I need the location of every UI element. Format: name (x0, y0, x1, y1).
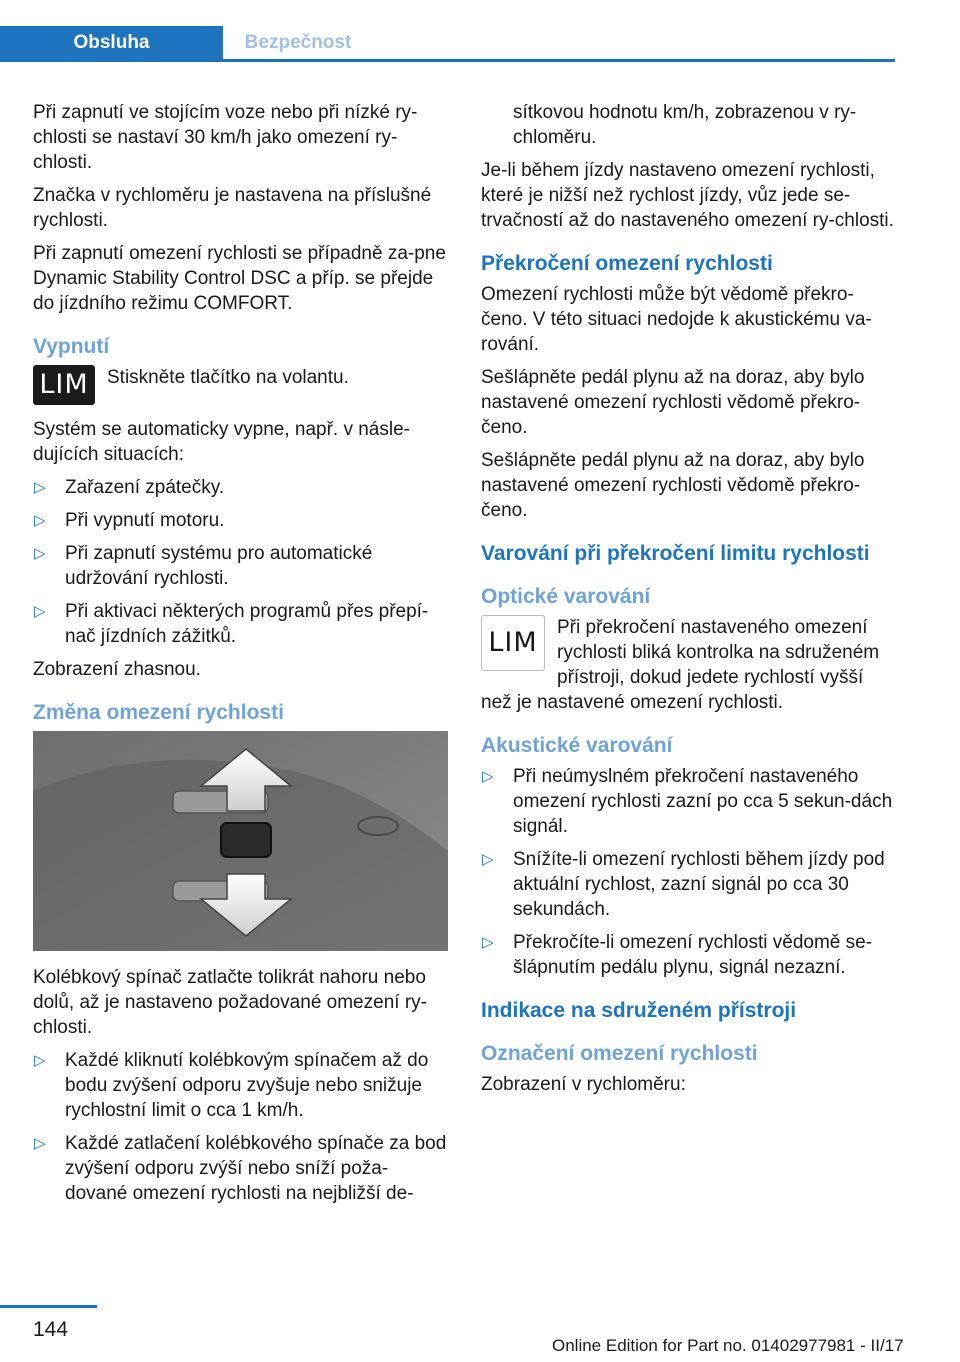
heading-zmena: Změna omezení rychlosti (33, 701, 284, 724)
paragraph: Při zapnutí ve stojícím voze nebo při nízké ry‐chlosti se nastaví 30 km/h jako omezení ry‐chlosti. (33, 102, 418, 173)
list-item (33, 599, 448, 649)
paragraph: Zobrazení zhasnou. (33, 659, 201, 680)
left-column (33, 100, 448, 1214)
list-item-text: Zařazení zpátečky. (65, 477, 225, 498)
tab-bezpecnost[interactable]: Bezpečnost (244, 32, 352, 53)
list-item (481, 764, 896, 839)
list-continuation: sítkovou hodnotu km/h, zobrazenou v ry‐chloměru. (513, 102, 857, 148)
paragraph: Je-li během jízdy nastaveno omezení rychlosti, které je nižší než rychlost jízdy, vůz jede se‐trvačností až do nastaveného omezení ry‐chlosti. (481, 160, 894, 231)
paragraph: Značka v rychloměru je nastavena na příslušné rychlosti. (33, 185, 432, 231)
right-column (481, 100, 896, 1105)
steering-wheel-rocker-image (33, 731, 448, 951)
list-item (33, 475, 448, 500)
lim-button-icon: LIM (33, 365, 95, 405)
instruction-text: Stiskněte tlačítko na volantu. (107, 367, 349, 388)
lim-indicator-icon: LIM (481, 615, 545, 671)
lim-warning (481, 615, 896, 715)
rocker-list (33, 1048, 448, 1206)
heading-indikace: Indikace na sdruženém přístroji (481, 999, 797, 1022)
triangle-bullet-icon: ▷ (482, 768, 494, 785)
list-item-text: Při neúmyslném překročení nastaveného omezení rychlosti zazní po cca 5 sekun‐dách signál. (513, 766, 893, 837)
triangle-bullet-icon: ▷ (34, 479, 46, 496)
heading-oznaceni: Označení omezení rychlosti (481, 1042, 758, 1065)
heading-vypnuti: Vypnutí (33, 335, 110, 358)
list-item (33, 1048, 448, 1123)
situation-list (33, 475, 448, 649)
list-item-text: Každé kliknutí kolébkovým spínačem až do bodu zvýšení odporu zvyšuje nebo snižuje rychlostní limit o cca 1 km/h. (65, 1050, 429, 1121)
tab-underline (0, 59, 895, 62)
paragraph: Zobrazení v rychloměru: (481, 1074, 686, 1095)
list-item (33, 508, 448, 533)
list-item-text: Při vypnutí motoru. (65, 510, 225, 531)
list-item-text: Překročíte-li omezení rychlosti vědomě se‐šlápnutím pedálu plynu, signál nezazní. (513, 932, 873, 978)
list-item (33, 541, 448, 591)
triangle-bullet-icon: ▷ (34, 545, 46, 562)
list-item-text: Při zapnutí systému pro automatické udržování rychlosti. (65, 543, 373, 589)
list-item (481, 847, 896, 922)
paragraph: Systém se automaticky vypne, např. v násle‐dujících situacích: (33, 419, 410, 465)
paragraph: Při zapnutí omezení rychlosti se případně za‐pne Dynamic Stability Control DSC a příp. se přejde do jízdního režimu COMFORT. (33, 243, 446, 314)
list-item (33, 1131, 448, 1206)
warning-text: Při překročení nastaveného omezení rychlosti bliká kontrolka na sdruženém přístroji, dokud jedete rychlostí vyšší než je nastavené omezení rychlosti. (481, 617, 880, 713)
list-item (481, 930, 896, 980)
triangle-bullet-icon: ▷ (482, 934, 494, 951)
paragraph: Sešlápněte pedál plynu až na doraz, aby bylo nastavené omezení rychlosti vědomě překro‐čeno. (481, 450, 865, 521)
tab-obsluha[interactable]: Obsluha (0, 26, 223, 59)
triangle-bullet-icon: ▷ (34, 1135, 46, 1152)
triangle-bullet-icon: ▷ (34, 603, 46, 620)
paragraph: Sešlápněte pedál plynu až na doraz, aby bylo nastavené omezení rychlosti vědomě překro‐čeno. (481, 367, 865, 438)
lim-instruction (33, 365, 448, 409)
list-item-text: Každé zatlačení kolébkového spínače za bod zvýšení odporu zvýší nebo sníží poža‐dované omezení rychlosti na nejbližší de‐ (65, 1133, 447, 1204)
triangle-bullet-icon: ▷ (34, 1052, 46, 1069)
acoustic-list (481, 764, 896, 980)
footer-accent-line (0, 1305, 97, 1308)
page-number: 144 (33, 1318, 69, 1341)
triangle-bullet-icon: ▷ (34, 512, 46, 529)
list-item-text: Snížíte-li omezení rychlosti během jízdy pod aktuální rychlost, zazní signál po cca 30 sekundách. (513, 849, 885, 920)
heading-opticke: Optické varování (481, 585, 651, 608)
list-item-text: Při aktivaci některých programů přes přepí‐nač jízdních zážitků. (65, 601, 429, 647)
paragraph: Kolébkový spínač zatlačte tolikrát nahoru nebo dolů, až je nastaveno požadované omezení ry‐chlosti. (33, 967, 427, 1038)
paragraph: Omezení rychlosti může být vědomě překro‐čeno. V této situaci nedojde k akustickému va‐rování. (481, 284, 872, 355)
heading-prekroceni: Překročení omezení rychlosti (481, 252, 773, 275)
triangle-bullet-icon: ▷ (482, 851, 494, 868)
heading-varovani: Varování při překročení limitu rychlosti (481, 542, 870, 565)
heading-akusticke: Akustické varování (481, 734, 673, 757)
section-tabs (0, 26, 895, 62)
edition-note: Online Edition for Part no. 01402977981 - II/17 (552, 1336, 904, 1355)
